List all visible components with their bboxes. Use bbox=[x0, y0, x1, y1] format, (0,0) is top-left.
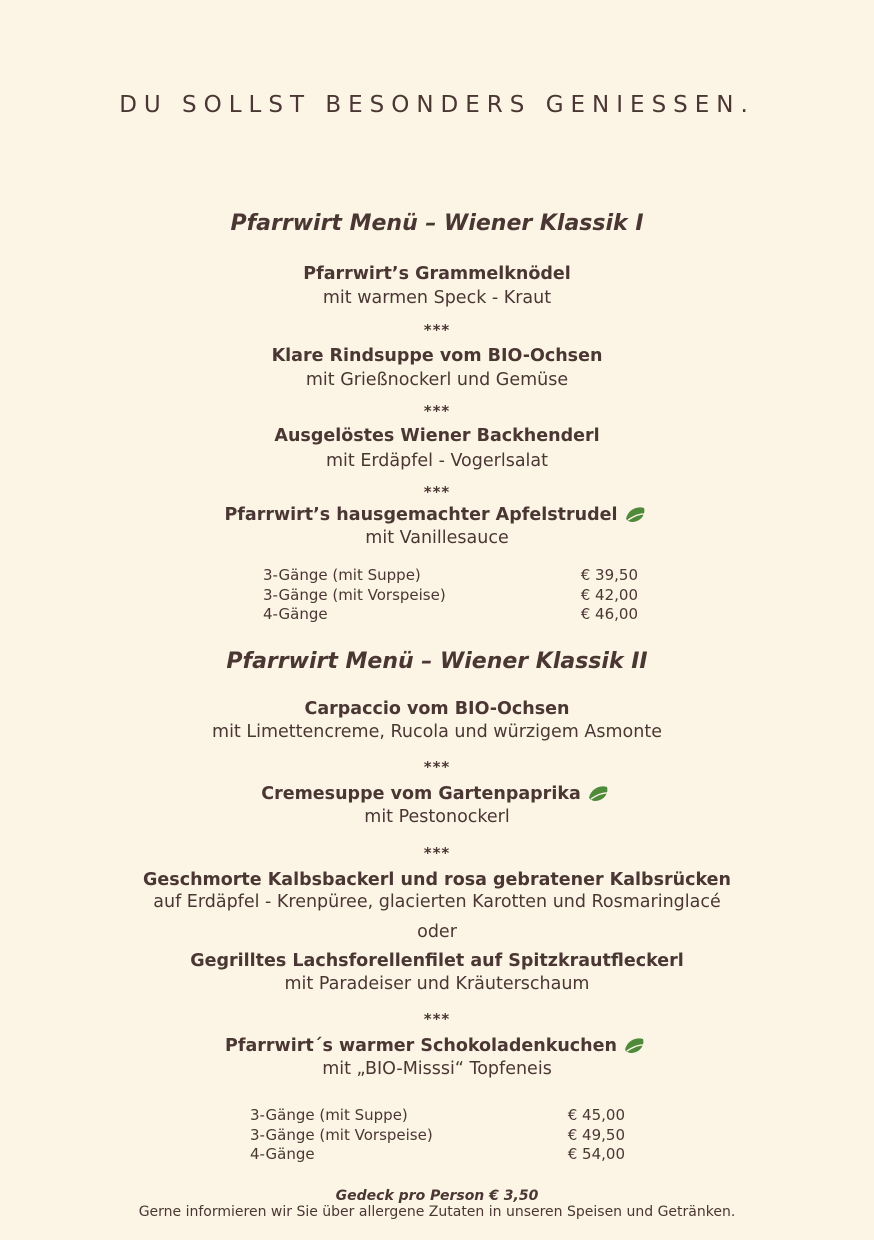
menu-1-dish: Ausgelöstes Wiener Backhenderl bbox=[274, 426, 600, 446]
menu-1-dish-description: mit warmen Speck - Kraut bbox=[322, 288, 552, 308]
price-label: 3-Gänge (mit Suppe) bbox=[250, 1106, 408, 1124]
menu-1-title: Pfarrwirt Menü – Wiener Klassik I bbox=[230, 211, 644, 236]
menu-1-dish-description: mit Grießnockerl und Gemüse bbox=[305, 370, 569, 390]
menu-2-dish-description: mit „BIO-Misssi“ Topfeneis bbox=[322, 1059, 552, 1079]
price-row bbox=[263, 586, 638, 606]
price-value: € 42,00 bbox=[580, 585, 638, 604]
menu-2-price-list bbox=[250, 1106, 625, 1165]
price-label: 3-Gänge (mit Suppe) bbox=[263, 566, 421, 584]
course-separator: *** bbox=[423, 1010, 451, 1028]
price-row bbox=[263, 566, 638, 586]
price-row bbox=[263, 605, 638, 625]
menu-2-dish: Carpaccio vom BIO-Ochsen bbox=[304, 699, 570, 719]
leaf-icon bbox=[587, 784, 613, 804]
price-label: 4-Gänge bbox=[263, 605, 328, 623]
menu-2-dish: Geschmorte Kalbsbackerl und rosa gebratener Kalbsrücken bbox=[143, 870, 731, 890]
menu-2-title: Pfarrwirt Menü – Wiener Klassik II bbox=[226, 649, 648, 674]
menu-2-dessert bbox=[0, 1036, 874, 1056]
cover-charge-note: Gedeck pro Person € 3,50 bbox=[335, 1188, 539, 1204]
menu-1-price-list bbox=[263, 566, 638, 625]
page-tagline: DU SOLLST BESONDERS GENIESSEN. bbox=[119, 92, 755, 118]
menu-2-soup bbox=[0, 784, 874, 804]
course-separator: *** bbox=[423, 402, 451, 420]
menu-1-dish: Pfarrwirt’s Grammelknödel bbox=[303, 264, 571, 284]
course-separator: *** bbox=[423, 758, 451, 776]
course-separator: *** bbox=[423, 844, 451, 862]
price-label: 3-Gänge (mit Vorspeise) bbox=[263, 585, 446, 604]
menu-2-dish: Cremesuppe vom Gartenpaprika bbox=[261, 784, 581, 804]
alternative-divider: oder bbox=[417, 922, 457, 942]
menu-1-dessert bbox=[0, 505, 874, 525]
course-separator: *** bbox=[423, 321, 451, 339]
price-value: € 45,00 bbox=[567, 1106, 625, 1124]
menu-2-dish-description: auf Erdäpfel - Krenpüree, glacierten Karotten und Rosmaringlacé bbox=[153, 892, 721, 912]
menu-2-dish-description: mit Pestonockerl bbox=[364, 807, 510, 827]
price-value: € 54,00 bbox=[567, 1145, 625, 1163]
price-label: 4-Gänge bbox=[250, 1145, 315, 1163]
leaf-icon bbox=[624, 505, 650, 525]
menu-2-dish: Pfarrwirt´s warmer Schokoladenkuchen bbox=[225, 1036, 617, 1056]
price-value: € 39,50 bbox=[580, 566, 638, 584]
menu-1-dish-description: mit Vanillesauce bbox=[365, 528, 509, 548]
menu-1-dish: Pfarrwirt’s hausgemachter Apfelstrudel bbox=[224, 505, 618, 525]
course-separator: *** bbox=[423, 483, 451, 501]
menu-2-dish-description: mit Limettencreme, Rucola und würzigem Asmonte bbox=[212, 722, 662, 742]
price-row bbox=[250, 1145, 625, 1165]
price-row bbox=[250, 1106, 625, 1126]
menu-2-dish-description: mit Paradeiser und Kräuterschaum bbox=[284, 974, 590, 994]
menu-2-dish: Gegrilltes Lachsforellenfilet auf Spitzkrautfleckerl bbox=[190, 951, 684, 971]
price-label: 3-Gänge (mit Vorspeise) bbox=[250, 1125, 433, 1144]
price-value: € 49,50 bbox=[567, 1125, 625, 1144]
menu-1-dish: Klare Rindsuppe vom BIO-Ochsen bbox=[271, 346, 603, 366]
leaf-icon bbox=[623, 1036, 649, 1056]
menu-1-dish-description: mit Erdäpfel - Vogerlsalat bbox=[326, 451, 548, 471]
price-value: € 46,00 bbox=[580, 605, 638, 623]
allergen-note: Gerne informieren wir Sie über allergene Zutaten in unseren Speisen und Getränken. bbox=[138, 1204, 736, 1220]
price-row bbox=[250, 1126, 625, 1146]
